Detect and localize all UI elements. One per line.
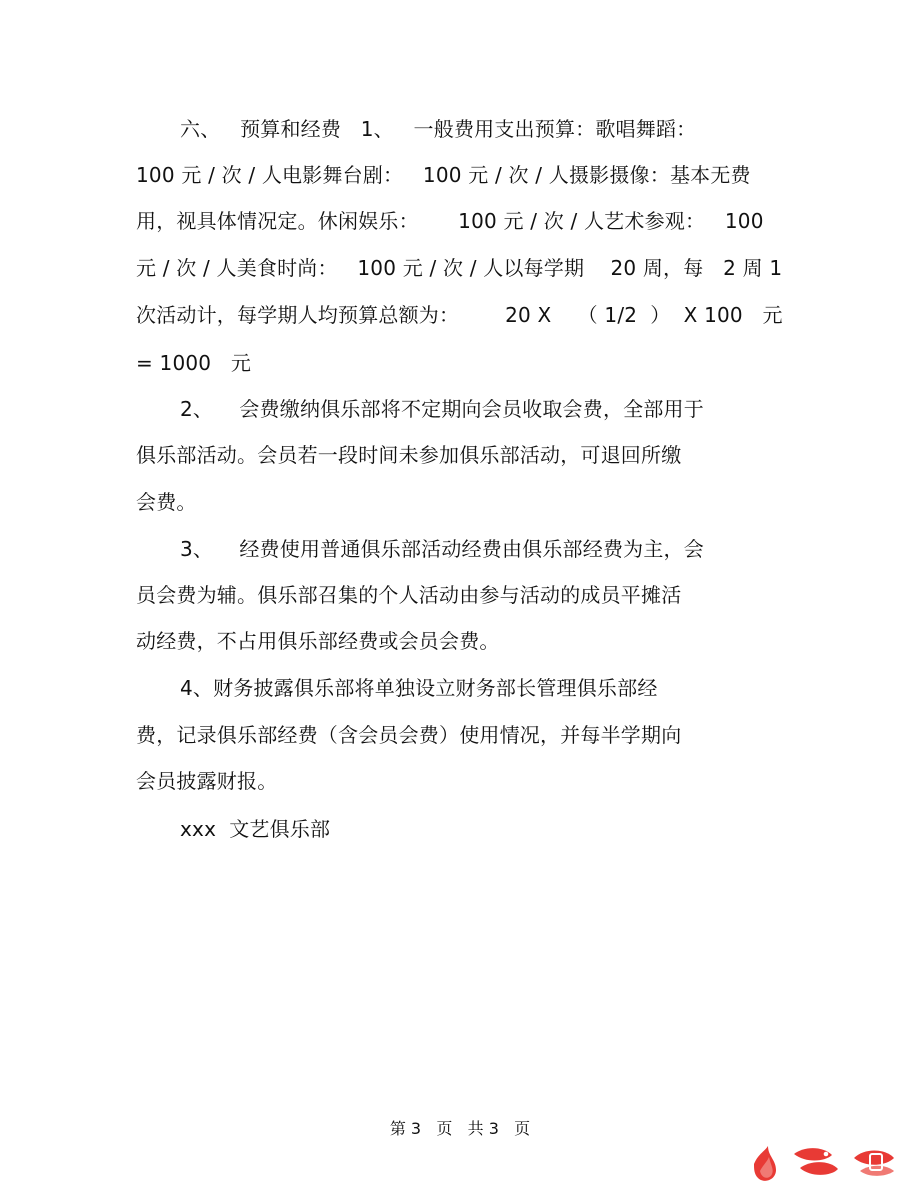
- paragraph-line: 100 元 / 次 / 人电影舞台剧： 100 元 / 次 / 人摄影摄像：基本无费: [136, 163, 751, 187]
- paragraph-line: 俱乐部活动。会员若一段时间未参加俱乐部活动，可退回所缴: [136, 443, 682, 467]
- paragraph-line-funding-heading: 3、 经费使用普通俱乐部活动经费由俱乐部经费为主，会: [180, 537, 704, 561]
- watermark-logo: [746, 1140, 906, 1186]
- carp-icon: [794, 1148, 838, 1175]
- signature-line: xxx 文艺俱乐部: [180, 817, 331, 841]
- paragraph-line: 动经费，不占用俱乐部经费或会员会费。: [136, 629, 500, 653]
- paragraph-line: = 1000 元: [136, 351, 252, 375]
- fire-icon: [754, 1146, 776, 1181]
- paragraph-line: 会员披露财报。: [136, 769, 278, 793]
- paragraph-line: 用，视具体情况定。休闲娱乐： 100 元 / 次 / 人艺术参观： 100: [136, 209, 764, 233]
- paragraph-line: 次活动计，每学期人均预算总额为： 20 X （ 1/2 ） X 100 元: [136, 303, 783, 327]
- paragraph-line: 员会费为辅。俱乐部召集的个人活动由参与活动的成员平摊活: [136, 583, 682, 607]
- paragraph-line-dues-heading: 2、 会费缴纳俱乐部将不定期向会员收取会费，全部用于: [180, 397, 704, 421]
- fish-icon: [854, 1151, 894, 1176]
- paragraph-line: 会费。: [136, 490, 197, 514]
- paragraph-line: 元 / 次 / 人美食时尚： 100 元 / 次 / 人以每学期 20 周，每 2 周 1: [136, 256, 783, 280]
- paragraph-line-finance-heading: 4、财务披露俱乐部将单独设立财务部长管理俱乐部经: [180, 676, 658, 700]
- paragraph-line-budget-heading: 六、 预算和经费 1、 一般费用支出预算：歌唱舞蹈：: [180, 117, 697, 141]
- page-number: 第 3 页 共 3 页: [389, 1119, 531, 1138]
- paragraph-line: 费，记录俱乐部经费（含会员会费）使用情况，并每半学期向: [136, 723, 682, 747]
